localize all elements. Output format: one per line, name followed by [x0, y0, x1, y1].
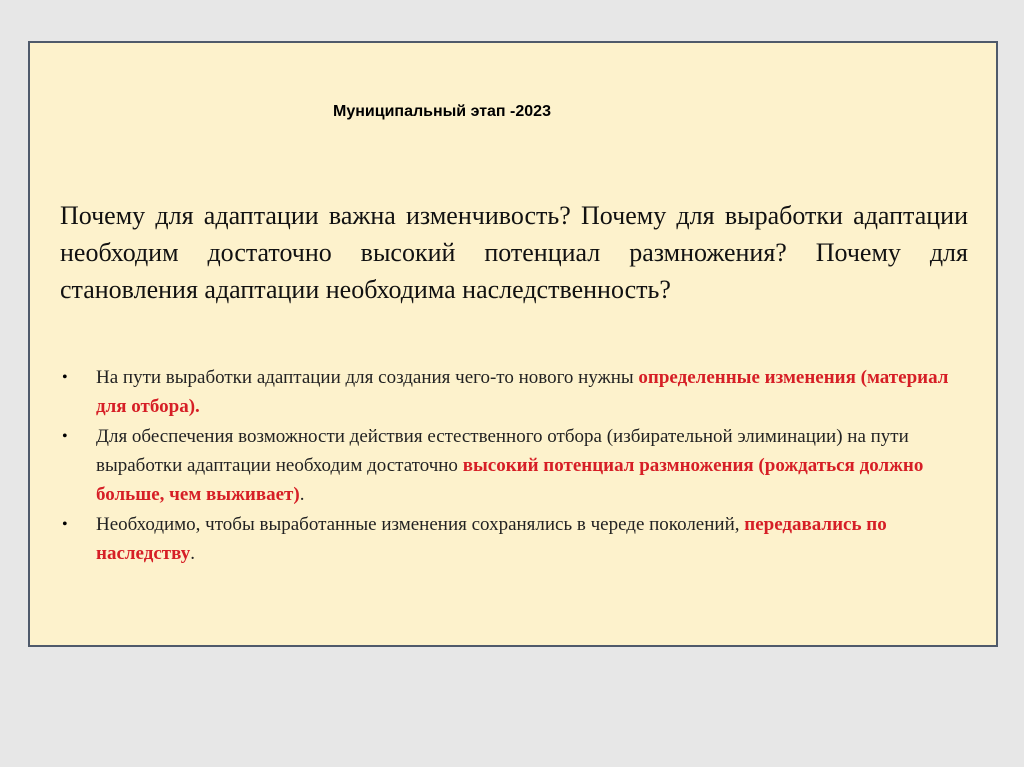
bullet-item-heredity	[60, 510, 970, 568]
answer-bullet-list	[60, 363, 970, 569]
bullet-highlight: определенные изменения (материал для отбора).	[96, 367, 949, 417]
question-text: Почему для адаптации важна изменчивость? Почему для выработки адаптации необходим достаточно высокий потенциал размножения? Почему для становления адаптации необходима наследственность?	[60, 201, 968, 304]
bullet-text: На пути выработки адаптации для создания чего-то нового нужны	[96, 367, 639, 388]
bullet-dot-icon: •	[62, 516, 68, 533]
bullet-dot-icon: •	[62, 369, 68, 386]
bullet-tail: .	[299, 484, 305, 505]
bullet-highlight: высокий потенциал размножения (рождаться должно больше, чем выживает)	[96, 455, 924, 505]
bullet-item-reproduction	[60, 422, 970, 509]
bullet-text: Необходимо, чтобы выработанные изменения сохранялись в череде поколений,	[96, 514, 745, 535]
bullet-text: Для обеспечения возможности действия естественного отбора (избирательной элиминации) на пути выработки адаптации необходим достаточно	[96, 426, 909, 476]
slide-heading: Муниципальный этап -2023	[333, 103, 551, 120]
slide	[28, 41, 998, 647]
bullet-item-variability	[60, 363, 970, 421]
bullet-dot-icon: •	[62, 428, 68, 445]
bullet-highlight: передавались по наследству	[96, 514, 887, 564]
bullet-tail: .	[190, 543, 195, 564]
